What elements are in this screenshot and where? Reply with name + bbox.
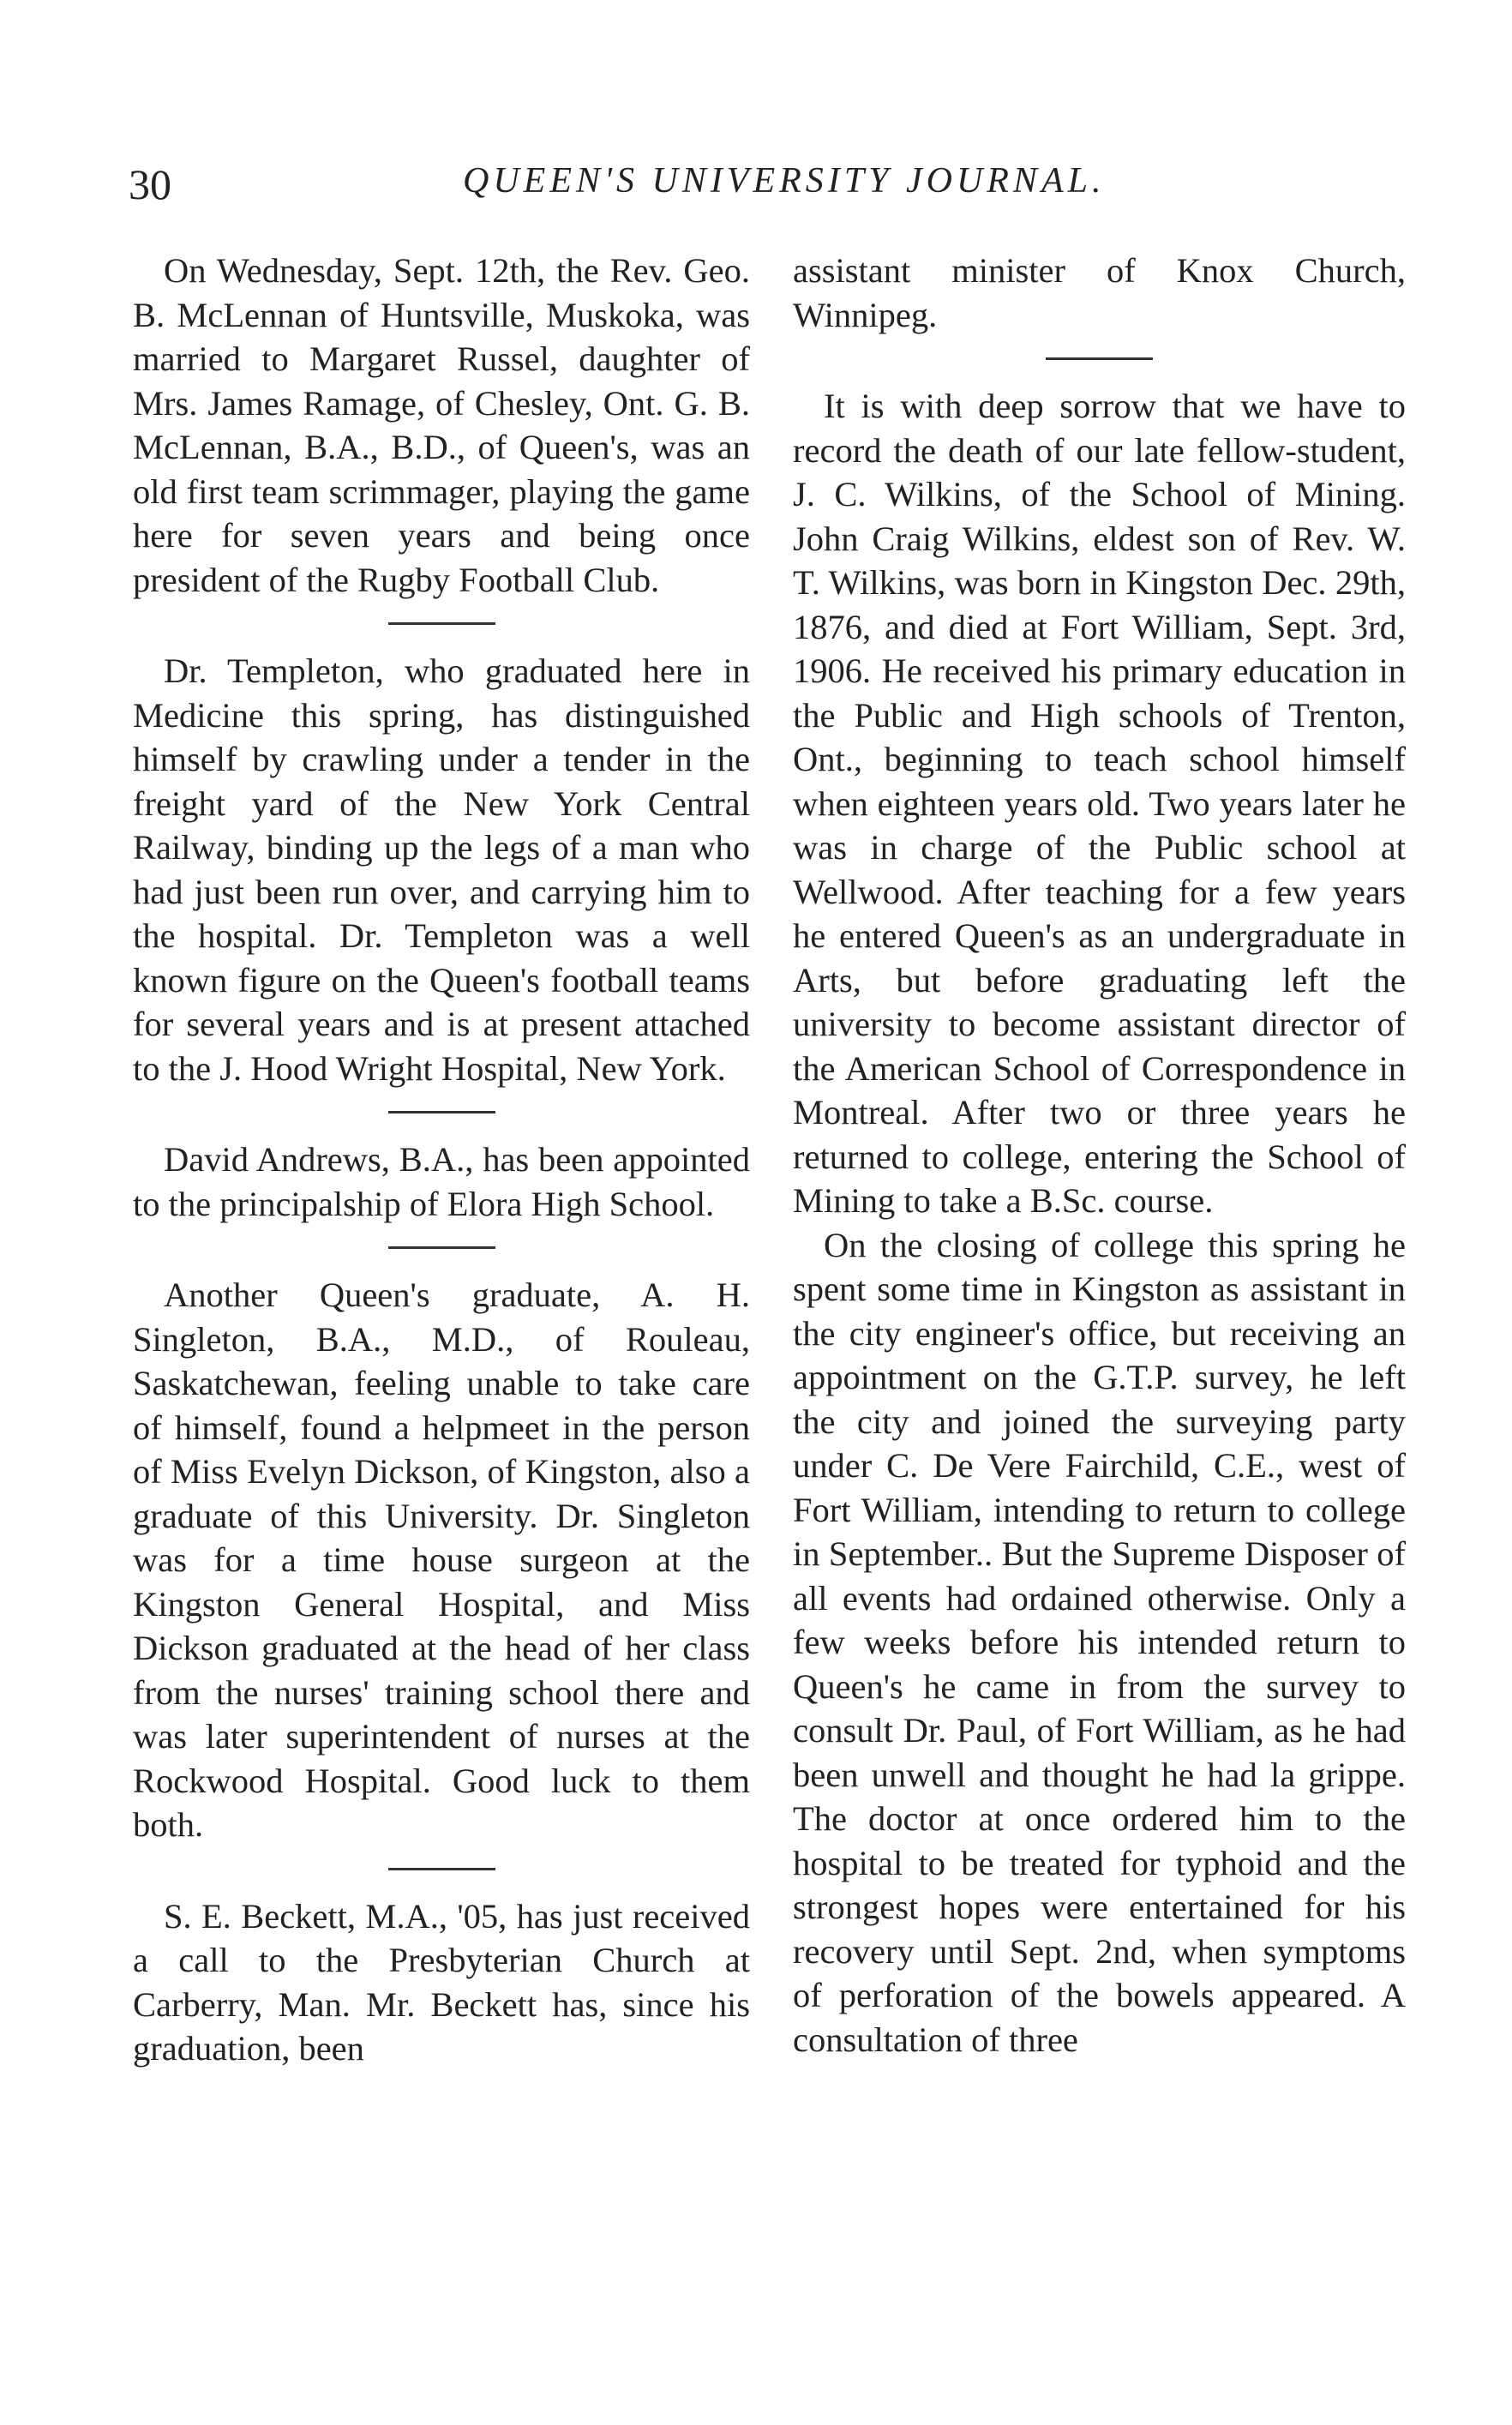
section-divider (388, 1868, 495, 1870)
obituary-wilkins-paragraph-1: It is with deep sorrow that we have to record the death of our late fellow-student, J. C. Wilkins, of the School of Mining. John Craig Wilkins, eldest son of Rev. W. T. Wilkins, was born in Kingston Dec. 29th, 1876, and died at Fort William, Sept. 3rd, 1906. He received his primary education in the Public and High schools of Trenton, Ont., beginning to teach school himself when eighteen years old. Two years later he was in charge of the Public school at Wellwood. After teaching for a few years he entered Queen's as an undergraduate in Arts, but before graduating left the university to become assistant director of the American School of Correspondence in Montreal. After two or three years he returned to college, entering the School of Mining to take a B.Sc. course. (793, 387, 1406, 1220)
section-divider (388, 1111, 495, 1113)
news-item-beckett-continued: assistant minister of Knox Church, Winnipeg. (793, 251, 1406, 334)
news-item-mclennan: On Wednesday, Sept. 12th, the Rev. Geo. B. McLennan of Huntsville, Muskoka, was married to Margaret Russel, daughter of Mrs. James Ramage, of Chesley, Ont. G. B. McLennan, B.A., B.D., of Queen's, was an old first team scrimmager, playing the game here for seven years and being once president of the Rugby Football Club. (133, 251, 750, 599)
section-divider (388, 1246, 495, 1249)
news-item-singleton: Another Queen's graduate, A. H. Singleton, B.A., M.D., of Rouleau, Saskatchewan, feeling unable to take care of himself, found a helpmeet in the person of Miss Evelyn Dickson, of Kingston, also a graduate of this University. Dr. Singleton was for a time house surgeon at the Kingston General Hospital, and Miss Dickson graduated at the head of her class from the nurses' training school there and was later superintendent of nurses at the Rockwood Hospital. Good luck to them both. (133, 1276, 750, 1844)
news-item-beckett: S. E. Beckett, M.A., '05, has just received a call to the Presbyterian Church at Carberry, Man. Mr. Beckett has, since his graduation, been (133, 1896, 750, 2068)
obituary-wilkins-paragraph-2: On the closing of college this spring he spent some time in Kingston as assistant in the city engineer's office, but receiving an appointment on the G.T.P. survey, he left the city and joined the surveying party under C. De Vere Fairchild, C.E., west of Fort William, intending to return to college in September.. But the Supreme Disposer of all events had ordained otherwise. Only a few weeks before his intended return to Queen's he came in from the survey to consult Dr. Paul, of Fort William, as he had been unwell and thought he had la grippe. The doctor at once ordered him to the hospital to be treated for typhoid and the strongest hopes were entertained for his recovery until Sept. 2nd, when symptoms of perforation of the bowels appeared. A consultation of three (793, 1225, 1406, 2059)
news-item-andrews: David Andrews, B.A., has been appointed to the principalship of Elora High School. (133, 1140, 750, 1223)
news-item-templeton: Dr. Templeton, who graduated here in Medicine this spring, has distinguished himself by crawling under a tender in the freight yard of the New York Central Railway, binding up the legs of a man who had just been run over, and carrying him to the hospital. Dr. Templeton was a well known figure on the Queen's football teams for several years and is at present attached to the J. Hood Wright Hospital, New York. (133, 651, 750, 1088)
journal-title: QUEEN'S UNIVERSITY JOURNAL. (463, 161, 1106, 201)
right-column (793, 249, 1406, 2062)
section-divider (1046, 357, 1153, 360)
section-divider (388, 622, 495, 625)
page-number: 30 (129, 160, 171, 208)
left-column (133, 249, 750, 2071)
